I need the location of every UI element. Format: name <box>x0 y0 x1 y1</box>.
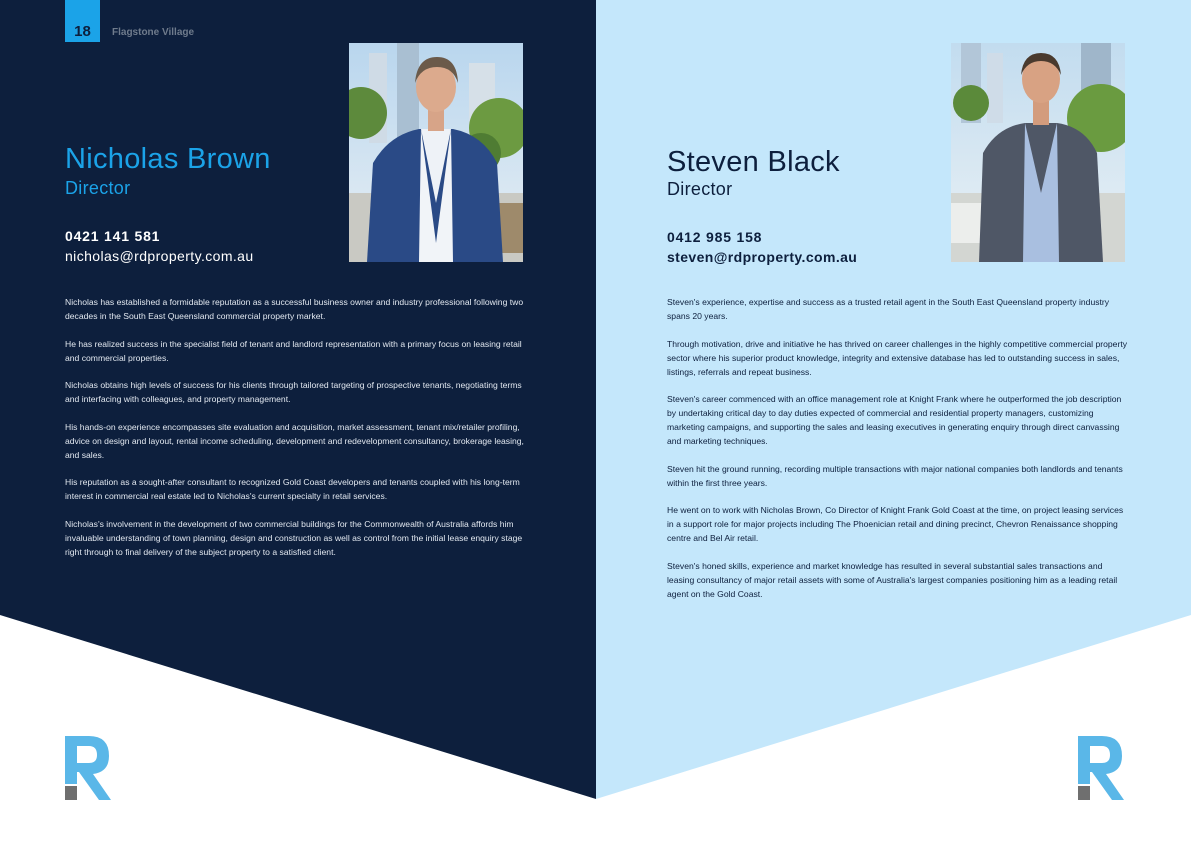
profile-role: Director <box>667 179 733 199</box>
profile-photo <box>951 43 1125 262</box>
profile-name: Steven Black <box>667 146 840 178</box>
bio-paragraph: Steven hit the ground running, recording multiple transactions with major national companies both landlords and tenants within the first three years. <box>667 463 1123 488</box>
bio-paragraph: His hands-on experience encompasses site evaluation and acquisition, market assessment, tenant mix/retailer profiling, advice on design and layout, rental income scheduling, development and redevelopment consultancy, brokerage leasing, and sales. <box>65 421 524 460</box>
profile-bio <box>667 295 1129 614</box>
section-title: Flagstone Village <box>112 27 195 38</box>
bio-paragraph: Nicholas has established a formidable reputation as a successful business owner and industry professional following two decades in the South East Queensland commercial property market. <box>65 297 524 321</box>
bio-paragraph: His reputation as a sought-after consultant to recognized Gold Coast developers and tenants coupled with his long-term interest in commercial real estate led to Nicholas's current specialty in retail services. <box>65 477 520 501</box>
bio-paragraph: He has realized success in the specialist field of tenant and landlord representation with a primary focus on leasing retail and commercial properties. <box>65 338 522 363</box>
page-number: 18 <box>74 22 91 40</box>
profile-bio <box>65 295 527 572</box>
profile-role: Director <box>65 178 131 198</box>
bio-paragraph: Nicholas obtains high levels of success for his clients through tailored targeting of prospective tenants, negotiating terms and interfacing with colleagues, and property management. <box>65 380 522 404</box>
bio-paragraph: Nicholas's involvement in the development of two commercial buildings for the Commonwealth of Australia affords him invaluable understanding of town planning, design and construction as well as control from the initial lease enquiry stage right through to final delivery of the subject property to a satisfied client. <box>65 518 523 557</box>
bio-paragraph: He went on to work with Nicholas Brown, Co Director of Knight Frank Gold Coast at the time, on project leasing services in a support role for major projects including The Phoenician retail and dining precinct, Chevron Renaissance shopping centre and Bel Air retail. <box>667 505 1124 543</box>
bio-paragraph: Steven's honed skills, experience and market knowledge has resulted in several substantial sales transactions and leasing consultancy of major retail assets with some of Australia's largest companies positioning him as a leading retail agent on the Gold Coast. <box>667 560 1118 599</box>
profile-name: Nicholas Brown <box>65 143 271 175</box>
bio-paragraph: Through motivation, drive and initiative he has thrived on career challenges in the highly competitive commercial property sector where his superior product knowledge, integrity and extensive database has led to outstanding success in sales, listings, referrals and repeat business. <box>667 338 1128 377</box>
profile-phone[interactable]: 0412 985 158 <box>667 229 763 245</box>
profile-email[interactable]: steven@rdproperty.com.au <box>667 249 858 265</box>
rd-logo-icon <box>1078 736 1126 800</box>
rd-logo-icon <box>65 736 113 800</box>
profile-email[interactable]: nicholas@rdproperty.com.au <box>65 248 254 264</box>
bio-paragraph: Steven's career commenced with an office management role at Knight Frank where he outperformed the job description by undertaking critical day to day duties expected of commercial and residential property managers, customizing marketing campaigns, and supporting the sales and leasing executives in generating enquiry through direct canvassing and marketing techniques. <box>667 394 1122 446</box>
profile-phone[interactable]: 0421 141 581 <box>65 228 161 244</box>
profile-photo <box>349 43 523 262</box>
bio-paragraph: Steven's experience, expertise and success as a trusted retail agent in the South East Queensland property industry spans 20 years. <box>667 297 1110 321</box>
